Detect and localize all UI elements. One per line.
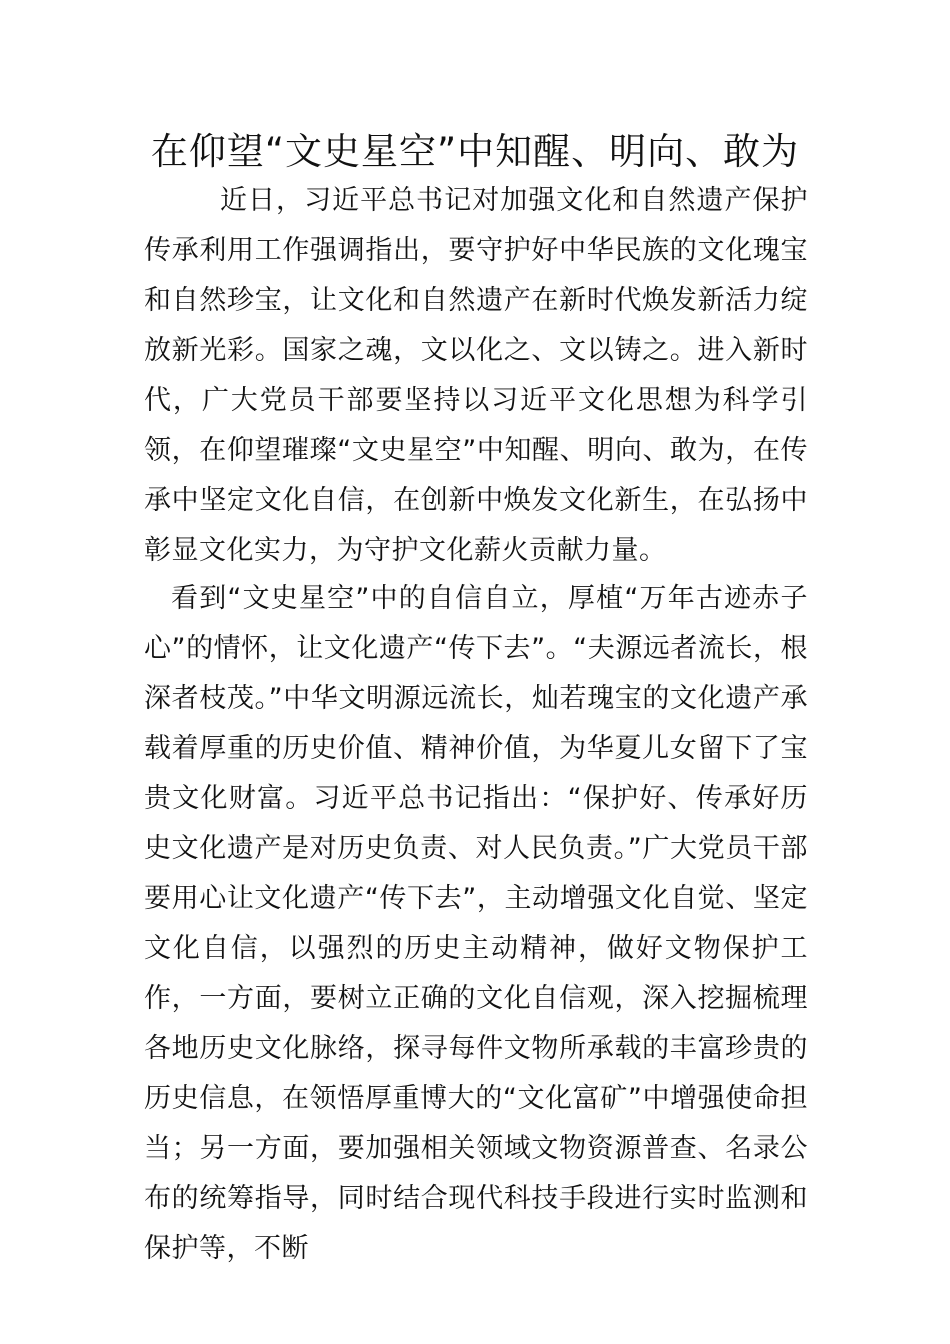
- paragraph-2: 看到“文史星空”中的自信自立，厚植“万年古迹赤子心”的情怀，让文化遗产“传下去”。“夫源远者流长，根深者枝茂。”中华文明源远流长，灿若瑰宝的文化遗产承载着厚重的历史价值、精神价值，为华夏儿女留下了宝贵文化财富。习近平总书记指出：“保护好、传承好历史文化遗产是对历史负责、对人民负责。”广大党员干部要用心让文化遗产“传下去”，主动增强文化自觉、坚定文化自信，以强烈的历史主动精神，做好文物保护工作，一方面，要树立正确的文化自信观，深入挖掘梳理各地历史文化脉络，探寻每件文物所承载的丰富珍贵的历史信息，在领悟厚重博大的“文化富矿”中增强使命担当；另一方面，要加强相关领域文物资源普查、名录公布的统筹指导，同时结合现代科技手段进行实时监测和保护等，不断: [144, 583, 808, 1264]
- paragraph-1: 近日，习近平总书记对加强文化和自然遗产保护传承利用工作强调指出，要守护好中华民族的文化瑰宝和自然珍宝，让文化和自然遗产在新时代焕发新活力绽放新光彩。国家之魂，文以化之、文以铸之。进入新时代，广大党员干部要坚持以习近平文化思想为科学引领，在仰望璀璨“文史星空”中知醒、明向、敢为，在传承中坚定文化自信，在创新中焕发文化新生，在弘扬中彰显文化实力，为守护文化薪火贡献力量。: [144, 185, 808, 566]
- document-title: 在仰望“文史星空”中知醒、明向、敢为: [150, 130, 800, 173]
